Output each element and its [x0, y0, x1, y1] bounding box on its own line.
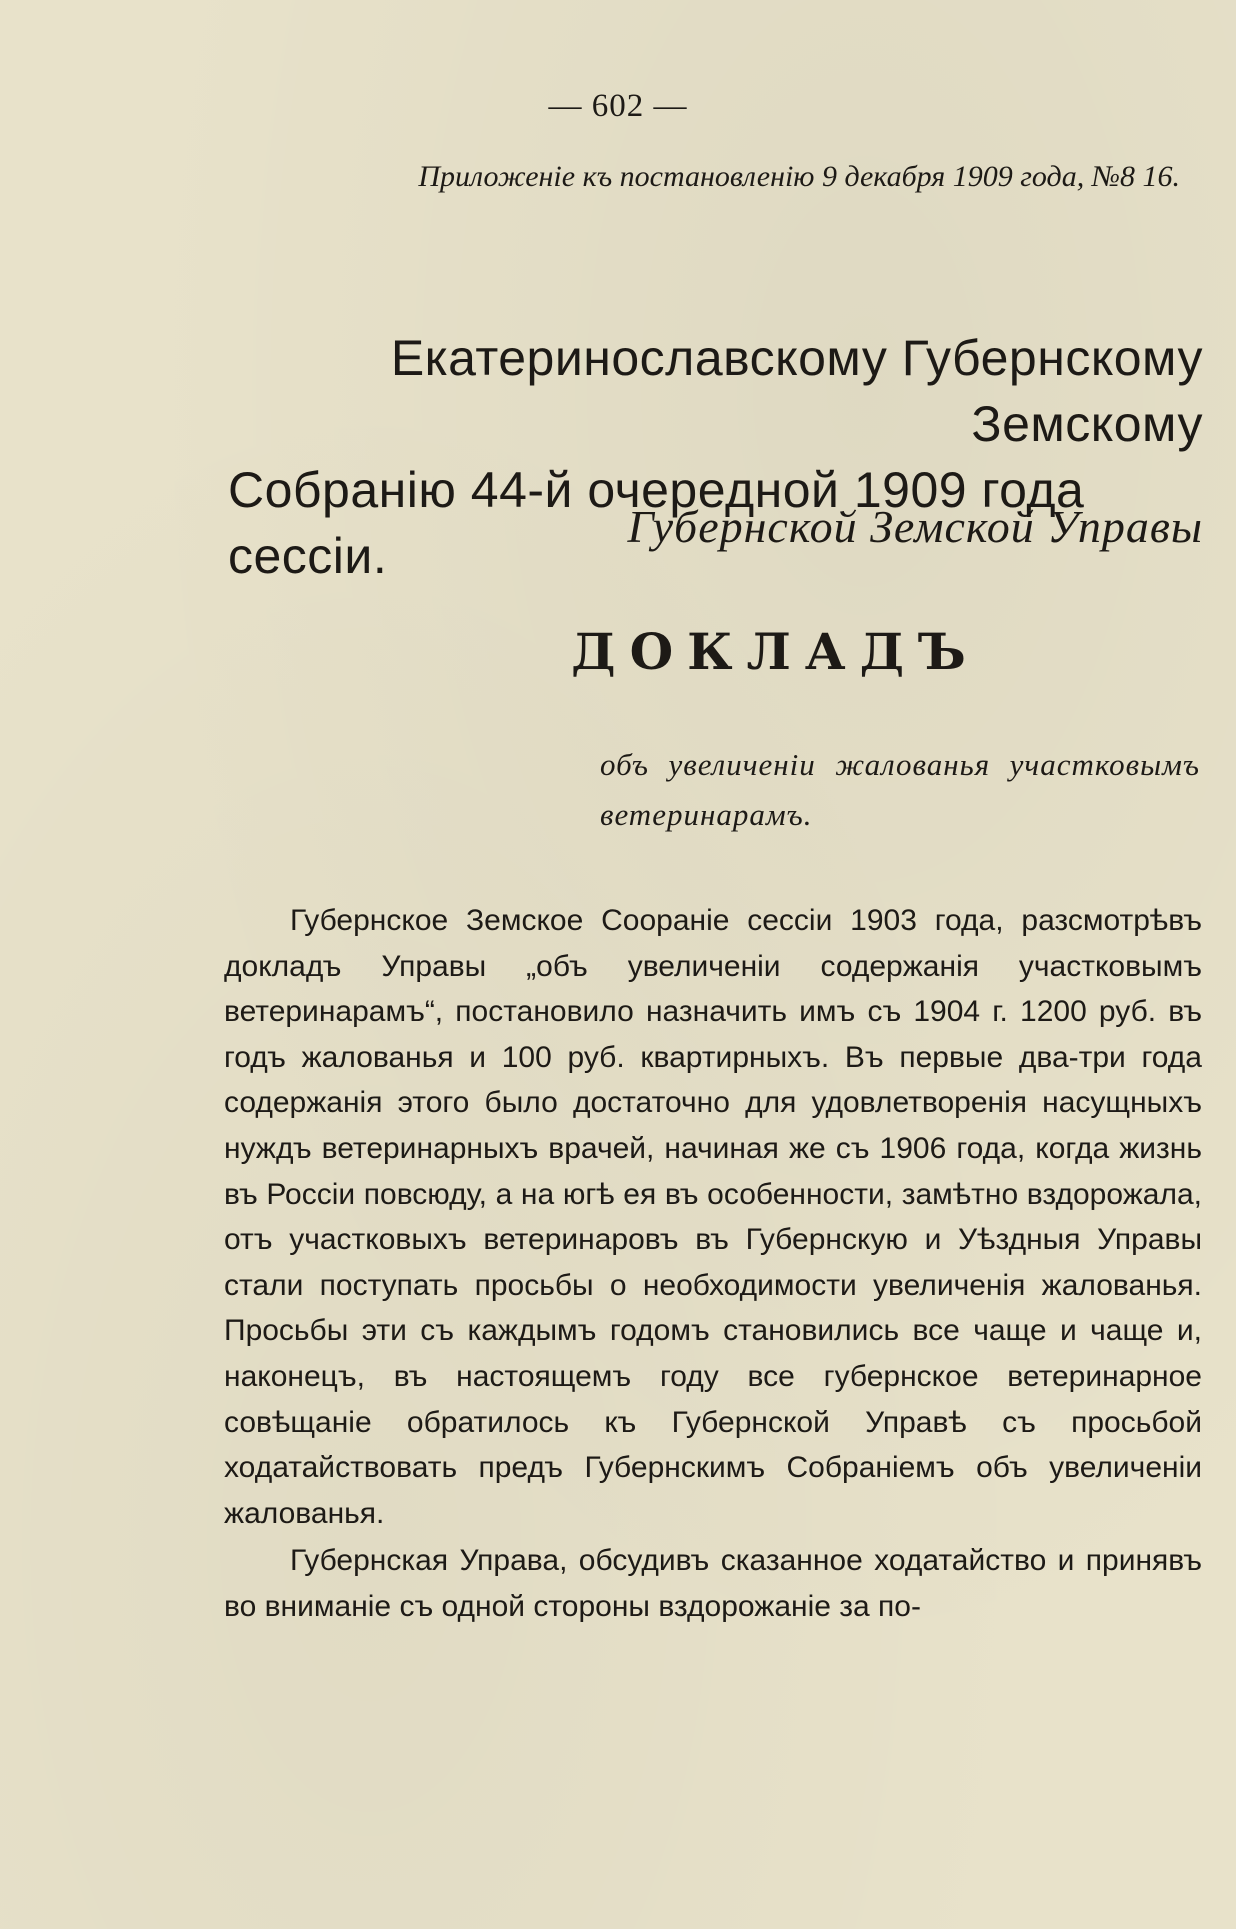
document-title: ДОКЛАДЪ — [571, 622, 980, 681]
body-text — [224, 898, 1202, 1630]
document-subject: объ увеличеніи жалованья участковымъ ветеринарамъ. — [600, 747, 1200, 832]
paragraph-1: Губернское Земское Сооранiе сессiи 1903 года, разсмотрѣвъ докладъ Управы „объ увеличенiи содержанiя участковымъ ветеринарамъ“, постановило назначить имъ съ 1904 г. 1200 руб. въ годъ жалованья и 100 руб. квартирныхъ. Въ первые два-три года содержанiя этого было достаточно для удовлетворенiя насущныхъ нуждъ ветеринарныхъ врачей, начиная же съ 1906 года, когда жизнь въ Россiи повсюду, а на югѣ ея въ особенности, замѣтно вздорожала, отъ участковыхъ ветеринаровъ въ Губернскую и Уѣздныя Управы стали поступать просьбы о необходимости увеличенiя жалованья. Просьбы эти съ каждымъ годомъ становились все чаще и чаще и, наконецъ, въ настоящемъ году все губернское ветеринарное совѣщанiе обратилось къ Губернской Управѣ съ просьбой ходатайствовать предъ Губернскимъ Собранiемъ объ увеличенiи жалованья. — [224, 904, 1202, 1530]
addressee-line-1: Екатеринославскому Губернскому Земскому — [390, 330, 1203, 452]
sender-line: Губернской Земской Управы — [627, 501, 1203, 552]
paragraph-2: Губернская Управа, обсудивъ сказанное ходатайство и принявъ во вниманiе съ одной стороны вздорожанiе за по- — [224, 1544, 1202, 1623]
page-number: — 602 — — [548, 88, 688, 124]
appendix-note: Приложеніе къ постановленію 9 декабря 1909 года, №8 16. — [418, 160, 1180, 193]
addressee-line-2: Собранію 44-й очередной 1909 года сессіи. — [228, 462, 1085, 584]
